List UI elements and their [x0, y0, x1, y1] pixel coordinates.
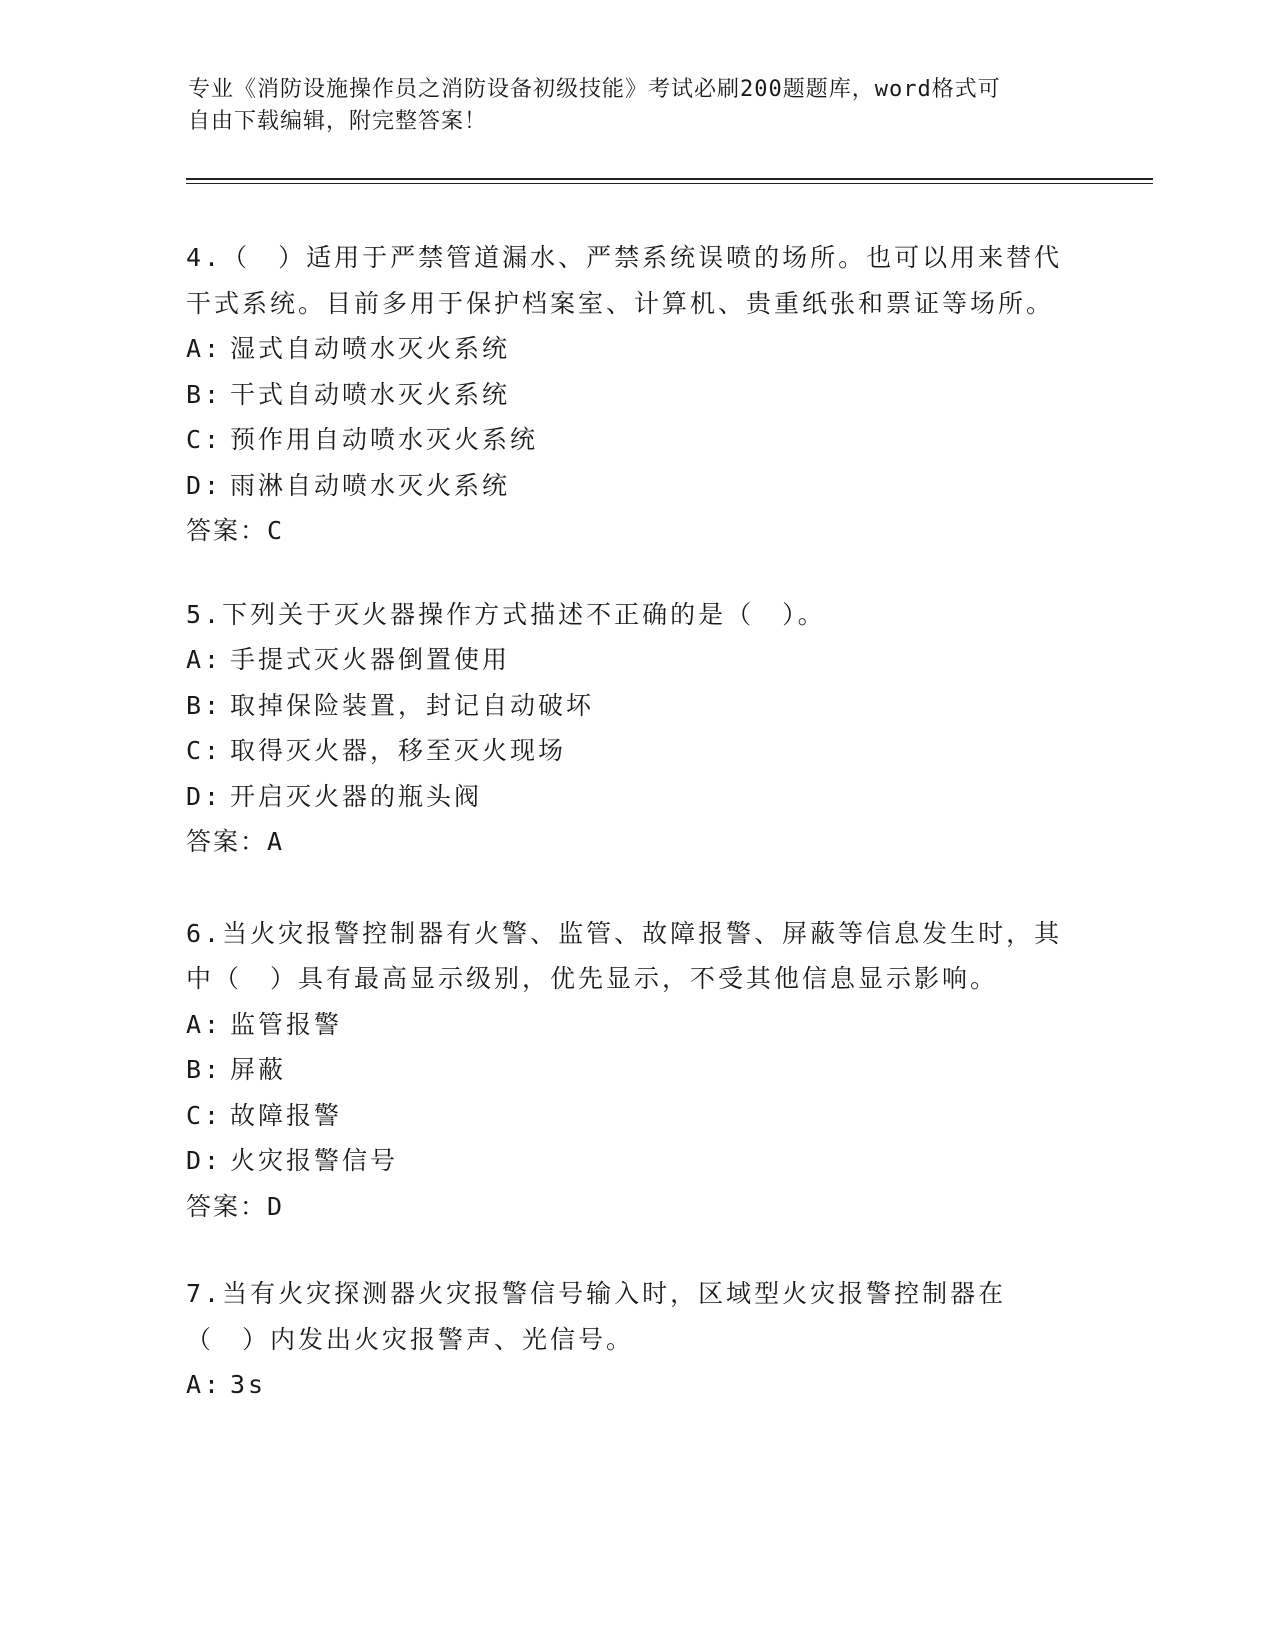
option-a: [186, 1002, 1066, 1048]
option-text: 开启灭火器的瓶头阀: [230, 781, 483, 811]
answer-value: A: [267, 827, 285, 856]
option-key: B:: [186, 690, 223, 720]
option-text: 火灾报警信号: [230, 1146, 399, 1175]
option-text: 故障报警: [230, 1100, 343, 1130]
option-c: [186, 417, 1066, 463]
option-key: D:: [186, 1146, 223, 1175]
option-text: 手提式灭火器倒置使用: [230, 645, 511, 674]
header-divider-thick: [186, 178, 1153, 180]
option-c: [186, 1093, 1066, 1139]
question-item: [186, 592, 1066, 865]
option-a: [186, 326, 1066, 372]
option-b: [186, 683, 1066, 729]
option-b: [186, 372, 1066, 418]
answer-label: 答案：: [186, 827, 268, 856]
question-item: [186, 235, 1066, 554]
header-divider-thin: [186, 183, 1153, 184]
option-text: 监管报警: [230, 1009, 343, 1039]
option-key: D:: [186, 470, 223, 500]
option-a: [186, 637, 1066, 683]
question-stem: 7.当有火灾探测器火灾报警信号输入时，区域型火灾报警控制器在（ ）内发出火灾报警声、光信号。: [186, 1279, 1007, 1354]
question-item: [186, 911, 1066, 1230]
option-key: A:: [186, 334, 223, 363]
option-key: A:: [186, 1009, 223, 1039]
option-key: C:: [186, 425, 223, 454]
question-stem: 6.当火灾报警控制器有火警、监管、故障报警、屏蔽等信息发生时，其中（ ）具有最高显示级别，优先显示，不受其他信息显示影响。: [186, 918, 1063, 993]
option-key: B:: [186, 379, 223, 409]
option-key: D:: [186, 781, 223, 811]
option-key: C:: [186, 1100, 223, 1130]
option-text: 湿式自动喷水灭火系统: [230, 334, 511, 363]
option-text: 取掉保险装置，封记自动破坏: [230, 690, 595, 720]
question-item: [186, 1271, 1066, 1408]
option-text: 取得灭火器，移至灭火现场: [230, 736, 567, 765]
option-b: [186, 1047, 1066, 1093]
option-text: 屏蔽: [230, 1055, 287, 1084]
option-text: 干式自动喷水灭火系统: [230, 379, 511, 409]
option-key: B:: [186, 1055, 223, 1084]
option-a: [186, 1362, 1066, 1408]
answer-value: C: [267, 516, 285, 545]
question-stem: 5.下列关于灭火器操作方式描述不正确的是（ ）。: [186, 599, 826, 629]
question-stem: 4.（ ）适用于严禁管道漏水、严禁系统误喷的场所。也可以用来替代干式系统。目前多用于保护档案室、计算机、贵重纸张和票证等场所。: [186, 243, 1063, 318]
answer-label: 答案：: [186, 516, 268, 545]
option-key: C:: [186, 736, 223, 765]
option-c: [186, 728, 1066, 774]
answer-label: 答案：: [186, 1191, 268, 1221]
answer-line: [186, 508, 1066, 554]
document-header: [188, 74, 1068, 138]
option-text: 预作用自动喷水灭火系统: [230, 425, 539, 454]
option-d: [186, 774, 1066, 820]
option-text: 雨淋自动喷水灭火系统: [230, 470, 511, 500]
answer-line: [186, 1184, 1066, 1230]
option-text: 3s: [230, 1370, 267, 1399]
option-key: A:: [186, 645, 223, 674]
option-d: [186, 1138, 1066, 1184]
answer-value: D: [267, 1191, 285, 1221]
header-line-1: 专业《消防设施操作员之消防设备初级技能》考试必刷200题题库，word格式可: [188, 77, 1001, 102]
question-list: [186, 235, 1066, 1450]
header-line-2: 自由下载编辑，附完整答案！: [188, 109, 488, 134]
option-d: [186, 463, 1066, 509]
option-key: A:: [186, 1370, 223, 1399]
answer-line: [186, 819, 1066, 865]
